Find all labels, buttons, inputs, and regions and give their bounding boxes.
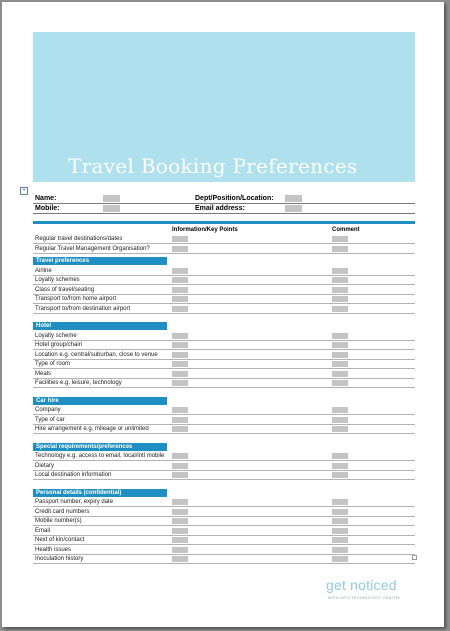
info-input[interactable]: [172, 547, 188, 553]
comment-input[interactable]: [332, 361, 348, 367]
section-title: Hotel: [36, 323, 51, 329]
row-divider: [33, 563, 415, 564]
comment-input[interactable]: [332, 547, 348, 553]
info-input[interactable]: [172, 537, 188, 543]
header-rule: [33, 213, 415, 214]
row-divider: [33, 275, 415, 276]
row-divider: [33, 313, 415, 314]
end-of-cell-marker: [412, 555, 417, 560]
row-label: Local destination information: [35, 472, 112, 478]
row-divider: [33, 516, 415, 517]
row-label: Hotel group/chain: [35, 342, 83, 348]
row-divider: [33, 535, 415, 536]
info-input[interactable]: [172, 246, 188, 252]
comment-input[interactable]: [332, 296, 348, 302]
row-label: Regular travel destinations/dates: [35, 236, 123, 242]
info-input[interactable]: [172, 268, 188, 274]
info-input[interactable]: [172, 417, 188, 423]
section-title: Travel preferences: [36, 258, 90, 264]
comment-input[interactable]: [332, 463, 348, 469]
title-banner: [33, 32, 415, 182]
info-input[interactable]: [172, 463, 188, 469]
comment-input[interactable]: [332, 453, 348, 459]
info-column-header: Information/Key Points: [172, 227, 238, 233]
row-divider: [33, 303, 415, 304]
row-label: Loyalty schemes: [35, 277, 80, 283]
row-divider: [33, 424, 415, 425]
comment-input[interactable]: [332, 277, 348, 283]
row-label: Location e.g. central/suburban, close to venue: [35, 351, 158, 358]
comment-input[interactable]: [332, 333, 348, 339]
info-input[interactable]: [172, 453, 188, 459]
info-input[interactable]: [172, 509, 188, 515]
comment-input[interactable]: [332, 380, 348, 386]
info-input[interactable]: [172, 426, 188, 432]
comment-input[interactable]: [332, 407, 348, 413]
row-divider: [33, 470, 415, 471]
row-label: Transport to/from destination airport: [35, 305, 131, 312]
row-divider: [33, 359, 415, 360]
row-label: Hire arrangement e.g. mileage or unlimited: [35, 426, 149, 432]
comment-input[interactable]: [332, 426, 348, 432]
comment-input[interactable]: [332, 518, 348, 524]
info-input[interactable]: [172, 380, 188, 386]
row-divider: [33, 349, 415, 350]
row-divider: [33, 525, 415, 526]
comment-input[interactable]: [332, 287, 348, 293]
row-label: Facilities e.g. leisure, technology: [35, 380, 122, 386]
comment-input[interactable]: [332, 556, 348, 562]
info-input[interactable]: [172, 296, 188, 302]
brand-logo: get noticed: [326, 577, 397, 593]
info-input[interactable]: [172, 371, 188, 377]
row-divider: [33, 368, 415, 369]
row-label: Loyalty scheme: [35, 332, 77, 339]
row-label: Regular Travel Management Organisation?: [35, 245, 150, 252]
row-label: Mobile number(s): [35, 518, 82, 524]
row-divider: [33, 414, 415, 415]
section-title: Car hire: [36, 397, 59, 404]
comment-input[interactable]: [332, 472, 348, 478]
row-label: Transport to/from home airport: [35, 296, 117, 302]
row-label: Email: [35, 527, 51, 534]
info-input[interactable]: [172, 361, 188, 367]
row-divider: [33, 340, 415, 341]
section-header: [33, 257, 167, 265]
section-header: [33, 322, 167, 330]
row-label: Health issues: [35, 546, 72, 553]
dept-label: Dept/Position/Location:: [195, 195, 274, 202]
mobile-label: Mobile:: [35, 205, 60, 212]
comment-input[interactable]: [332, 246, 348, 252]
comment-input[interactable]: [332, 371, 348, 377]
comment-input[interactable]: [332, 268, 348, 274]
row-label: Dietary: [35, 462, 55, 469]
comment-input[interactable]: [332, 509, 348, 515]
row-label: Passport number, expiry date: [35, 499, 114, 505]
accent-divider: [33, 221, 415, 224]
row-label: Meals: [35, 370, 52, 377]
comment-input[interactable]: [332, 528, 348, 534]
info-input[interactable]: [172, 528, 188, 534]
row-label: Type of car: [35, 416, 65, 423]
document-title: Travel Booking Preferences: [68, 154, 358, 178]
comment-input[interactable]: [332, 306, 348, 312]
info-input[interactable]: [172, 306, 188, 312]
name-label: Name:: [35, 195, 57, 202]
row-divider: [33, 253, 415, 254]
comment-column-header: Comment: [332, 227, 360, 233]
brand-tagline: WITH HP'S TECHNOLOGY CENTRE: [328, 595, 401, 600]
comment-input[interactable]: [332, 537, 348, 543]
info-input[interactable]: [172, 277, 188, 283]
info-input[interactable]: [172, 518, 188, 524]
row-divider: [33, 387, 415, 388]
comment-input[interactable]: [332, 499, 348, 505]
info-input[interactable]: [172, 287, 188, 293]
row-label: Credit card numbers: [35, 508, 90, 515]
info-input[interactable]: [172, 333, 188, 339]
row-divider: [33, 479, 415, 480]
info-input[interactable]: [172, 556, 188, 562]
mobile-field[interactable]: [103, 205, 120, 212]
row-divider: [33, 378, 415, 379]
dept-field[interactable]: [285, 195, 302, 202]
name-field[interactable]: [103, 195, 120, 202]
section-header: [33, 489, 167, 497]
row-label: Type of room: [35, 361, 71, 367]
email-field[interactable]: [285, 205, 302, 212]
row-divider: [33, 284, 415, 285]
section-title: Special requirements/preferences: [36, 443, 133, 450]
email-label: Email address:: [195, 205, 245, 212]
row-divider: [33, 506, 415, 507]
info-input[interactable]: [172, 352, 188, 358]
info-input[interactable]: [172, 236, 188, 242]
info-input[interactable]: [172, 342, 188, 348]
row-divider: [33, 433, 415, 434]
section-header: [33, 443, 167, 451]
row-divider: [33, 554, 415, 555]
row-label: Airline: [35, 267, 52, 274]
comment-input[interactable]: [332, 417, 348, 423]
row-label: Inoculation history: [35, 556, 84, 562]
header-rule: [33, 203, 415, 204]
row-divider: [33, 544, 415, 545]
info-input[interactable]: [172, 499, 188, 505]
row-divider: [33, 460, 415, 461]
table-move-handle-icon[interactable]: +: [21, 187, 27, 194]
info-input[interactable]: [172, 472, 188, 478]
row-label: Class of travel/seating: [35, 286, 95, 293]
row-divider: [33, 294, 415, 295]
row-divider: [33, 243, 415, 244]
comment-input[interactable]: [332, 342, 348, 348]
document-page: [2, 2, 444, 627]
row-label: Next of kin/contact: [35, 537, 85, 543]
section-header: [33, 397, 167, 405]
section-title: Personal details (confidential): [36, 489, 122, 496]
comment-input[interactable]: [332, 352, 348, 358]
row-label: Company: [35, 407, 61, 413]
row-label: Technology e.g. access to email, local/intl mobile: [35, 453, 165, 459]
comment-input[interactable]: [332, 236, 348, 242]
info-input[interactable]: [172, 407, 188, 413]
